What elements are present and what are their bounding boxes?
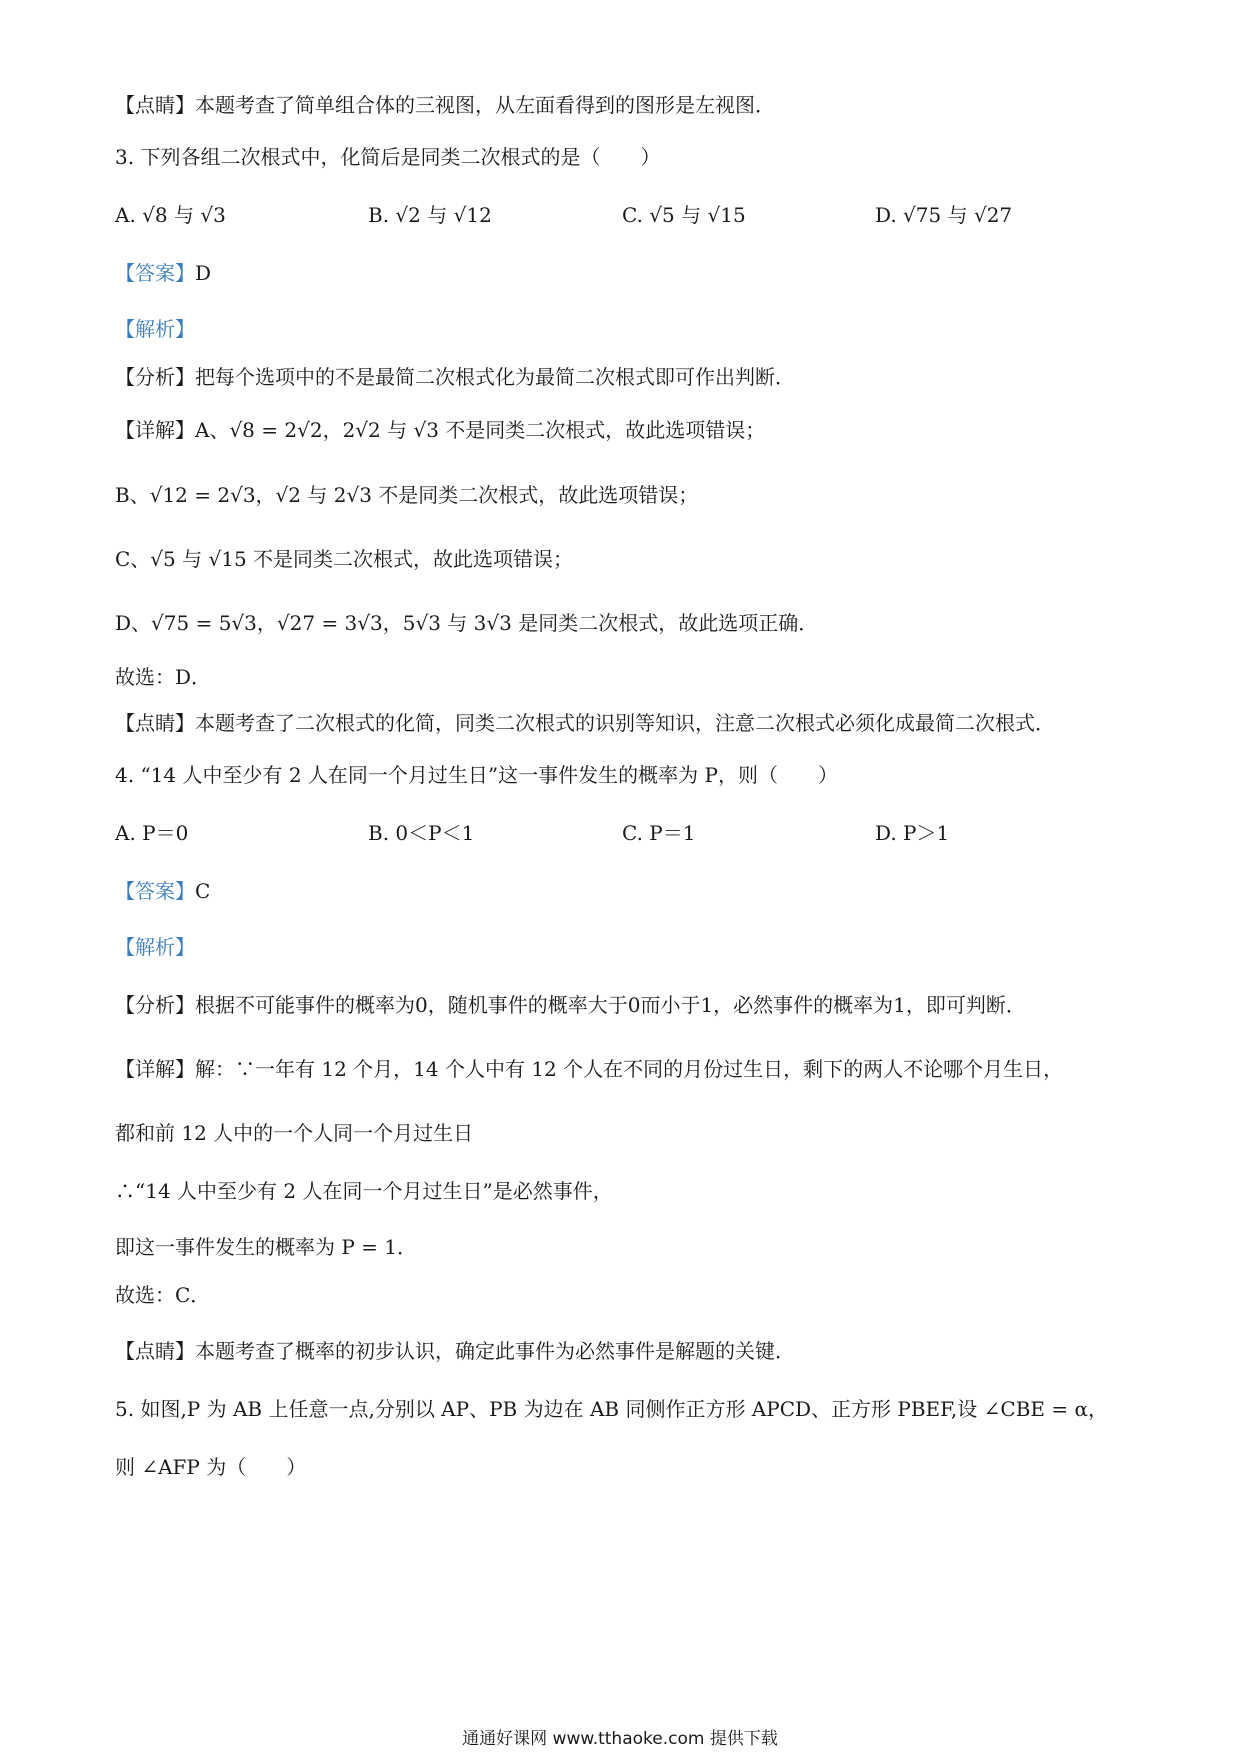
q3-analysis: 【分析】把每个选项中的不是最简二次根式化为最简二次根式即可作出判断． [115,365,795,389]
q4-detail-2: 都和前 12 人中的一个人同一个月过生日 [115,1121,474,1145]
q4-detail-4: 即这一事件发生的概率为 P = 1． [115,1235,418,1259]
q4-detail-3: ∴“14 人中至少有 2 人在同一个月过生日”是必然事件， [115,1179,613,1203]
q3-detail-2: B、√12 = 2√3，√2 与 2√3 不是同类二次根式，故此选项错误； [115,483,699,507]
q3-answer: D [195,261,212,285]
q4-note: 【点睛】本题考查了概率的初步认识，确定此事件为必然事件是解题的关键． [115,1339,795,1363]
q4-option-a: A. P＝0 [115,821,189,845]
q4-option-b: B. 0＜P＜1 [368,821,475,845]
q5-stem-2: 则 ∠AFP 为（ ） [115,1455,307,1479]
q3-detail-1: 【详解】A、√8 = 2√2，2√2 与 √3 不是同类二次根式，故此选项错误； [115,418,766,442]
q4-option-c: C. P＝1 [622,821,696,845]
q4-answer-line [115,876,210,906]
q2-note: 【点睛】本题考查了简单组合体的三视图，从左面看得到的图形是左视图． [115,93,775,117]
q3-option-a: A. √8 与 √3 [115,203,226,227]
q3-option-b: B. √2 与 √12 [368,203,492,227]
q4-answer: C [195,879,211,903]
q3-option-d: D. √75 与 √27 [875,203,1013,227]
q3-detail-3: C、√5 与 √15 不是同类二次根式，故此选项错误； [115,547,574,571]
page-footer: 通通好课网 www.tthaoke.com 提供下载 [462,1729,778,1749]
q3-answer-line [115,258,211,288]
q4-analysis: 【分析】根据不可能事件的概率为0，随机事件的概率大于0而小于1，必然事件的概率为1，即可判断． [115,993,1026,1017]
q3-answer-tag: 【答案】 [115,261,195,285]
q3-choose: 故选：D． [115,665,212,689]
q4-detail-1: 【详解】解：∵一年有 12 个月，14 个人中有 12 个人在不同的月份过生日，剩下的两人不论哪个月生日， [115,1057,1064,1081]
q3-analysis-tag: 【解析】 [115,317,195,341]
q4-analysis-tag: 【解析】 [115,935,195,959]
q4-answer-tag: 【答案】 [115,879,195,903]
q4-choose: 故选：C． [115,1283,211,1307]
q3-note: 【点睛】本题考查了二次根式的化简，同类二次根式的识别等知识，注意二次根式必须化成最简二次根式． [115,711,1055,735]
q4-stem: 4. “14 人中至少有 2 人在同一个月过生日”这一事件发生的概率为 P，则（ ） [115,763,838,787]
q3-option-c: C. √5 与 √15 [622,203,746,227]
q3-stem: 3. 下列各组二次根式中，化简后是同类二次根式的是（ ） [115,145,661,169]
q4-option-d: D. P＞1 [875,821,950,845]
q3-detail-4: D、√75 = 5√3，√27 = 3√3，5√3 与 3√3 是同类二次根式，故此选项正确． [115,611,819,635]
q5-stem: 5. 如图,P 为 AB 上任意一点,分别以 AP、PB 为边在 AB 同侧作正方形 APCD、正方形 PBEF,设 ∠CBE = α， [115,1397,1108,1421]
